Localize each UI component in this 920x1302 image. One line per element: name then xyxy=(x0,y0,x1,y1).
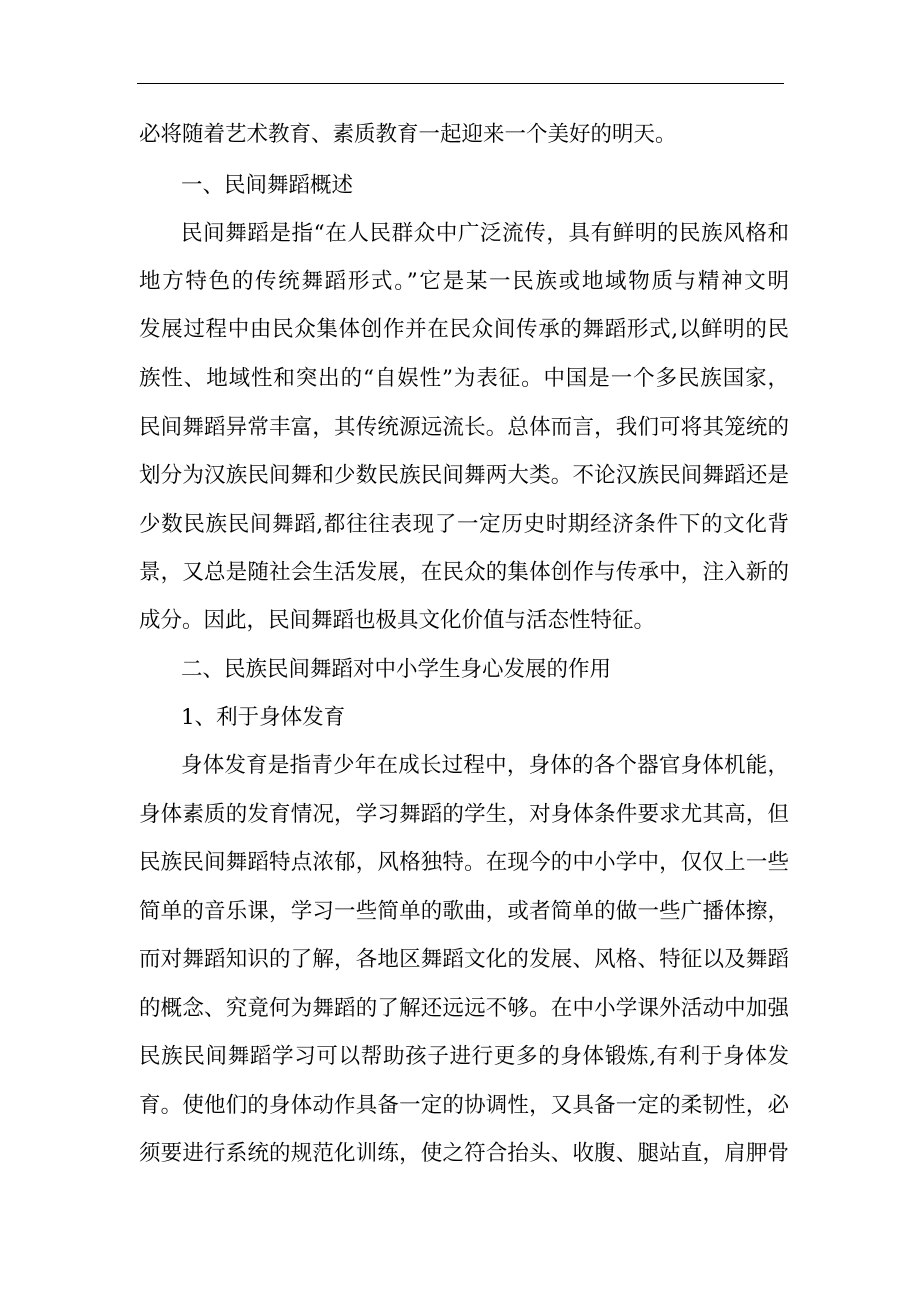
paragraph-1-line-3: 发展过程中由民众集体创作并在民众间传承的舞蹈形式,以鲜明的民 xyxy=(139,317,789,342)
subsection-heading-1: 1、利于身体发育 xyxy=(181,705,346,730)
paragraph-2-line-9: 须要进行系统的规范化训练，使之符合抬头、收腹、腿站直，肩胛骨 xyxy=(139,1141,789,1166)
paragraph-1-line-8: 景，又总是随社会生活发展，在民众的集体创作与传承中，注入新的 xyxy=(139,560,789,585)
paragraph-2-line-7: 民族民间舞蹈学习可以帮助孩子进行更多的身体锻炼,有利于身体发 xyxy=(139,1044,789,1069)
section-heading-1: 一、民间舞蹈概述 xyxy=(181,173,354,198)
section-heading-2: 二、民族民间舞蹈对中小学生身心发展的作用 xyxy=(181,657,612,682)
body-line-1: 必将随着艺术教育、素质教育一起迎来一个美好的明天。 xyxy=(139,122,677,147)
paragraph-1-line-7: 少数民族民间舞蹈,都往往表现了一定历史时期经济条件下的文化背 xyxy=(139,512,789,537)
paragraph-2-line-2: 身体素质的发育情况，学习舞蹈的学生，对身体条件要求尤其高，但 xyxy=(139,802,789,827)
paragraph-2-line-1: 身体发育是指青少年在成长过程中，身体的各个器官身体机能， xyxy=(181,753,789,778)
paragraph-1-line-6: 划分为汉族民间舞和少数民族民间舞两大类。不论汉族民间舞蹈还是 xyxy=(139,463,789,488)
paragraph-2-line-4: 简单的音乐课，学习一些简单的歌曲，或者简单的做一些广播体擦， xyxy=(139,899,789,924)
paragraph-2-line-5: 而对舞蹈知识的了解，各地区舞蹈文化的发展、风格、特征以及舞蹈 xyxy=(139,947,789,972)
header-rule xyxy=(137,83,784,84)
paragraph-1-line-9: 成分。因此，民间舞蹈也极具文化价值与活态性特征。 xyxy=(139,608,656,633)
paragraph-1-line-2: 地方特色的传统舞蹈形式。”它是某一民族或地域物质与精神文明 xyxy=(139,269,789,294)
paragraph-1-line-1: 民间舞蹈是指“在人民群众中广泛流传，具有鲜明的民族风格和 xyxy=(181,221,789,246)
paragraph-1-line-4: 族性、地域性和突出的“自娱性”为表征。中国是一个多民族国家， xyxy=(139,366,789,391)
paragraph-2-line-6: 的概念、究竟何为舞蹈的了解还远远不够。在中小学课外活动中加强 xyxy=(139,996,789,1021)
paragraph-1-line-5: 民间舞蹈异常丰富，其传统源远流长。总体而言，我们可将其笼统的 xyxy=(139,415,789,440)
paragraph-2-line-8: 育。使他们的身体动作具备一定的协调性，又具备一定的柔韧性，必 xyxy=(139,1093,789,1118)
paragraph-2-line-3: 民族民间舞蹈特点浓郁，风格独特。在现今的中小学中，仅仅上一些 xyxy=(139,850,789,875)
